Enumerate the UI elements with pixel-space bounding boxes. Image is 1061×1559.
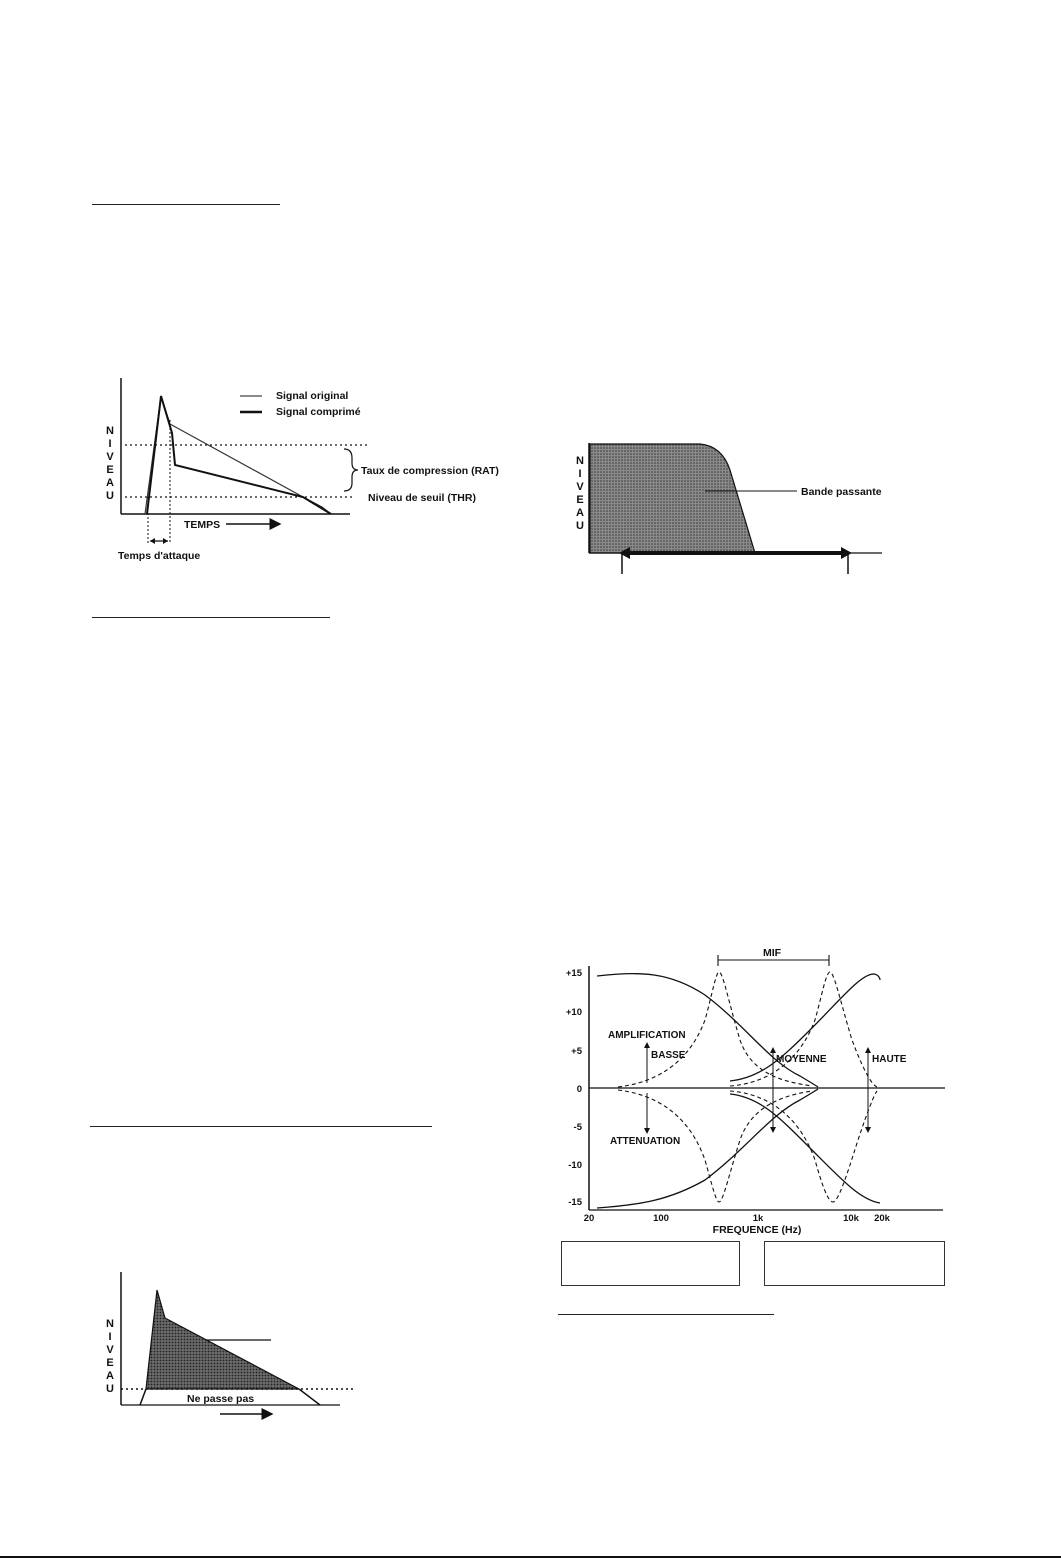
- y-tick-label: -5: [573, 1122, 582, 1133]
- y-letter: I: [108, 438, 112, 450]
- y-tick-label: +10: [565, 1007, 582, 1018]
- x-tick-label: 1k: [752, 1213, 764, 1224]
- y-letter: I: [108, 1331, 112, 1343]
- y-letter: E: [576, 494, 584, 506]
- compressor-figure: [106, 378, 499, 562]
- y-letter: I: [578, 468, 582, 480]
- eq-y-ticks: [566, 968, 583, 1208]
- time-label: TEMPS: [184, 519, 221, 531]
- x-tick-label: 10k: [843, 1213, 859, 1224]
- page-bottom-rule: [0, 1556, 1061, 1558]
- y-tick-label: 0: [576, 1084, 582, 1095]
- y-letter: E: [106, 464, 114, 476]
- y-letter: V: [576, 481, 584, 493]
- ratio-label: Taux de compression (RAT): [361, 465, 499, 477]
- y-letter: A: [576, 507, 584, 519]
- y-letter: N: [106, 1318, 114, 1330]
- y-tick-label: +5: [571, 1046, 582, 1057]
- y-letter: V: [106, 1344, 114, 1356]
- y-letter: V: [106, 451, 114, 463]
- attack-arrow-head-left: [150, 538, 155, 544]
- x-tick-label: 100: [653, 1213, 669, 1224]
- gate-signal-tail: [140, 1389, 146, 1405]
- y-letter: U: [106, 1383, 114, 1395]
- caption-box-right: [764, 1241, 945, 1286]
- lowpass-y-label: [576, 455, 584, 532]
- eq-x-axis-label: FREQUENCE (Hz): [712, 1224, 802, 1236]
- passband-area: [590, 444, 755, 553]
- y-letter: A: [106, 1370, 114, 1382]
- eq-x-ticks: [584, 1213, 891, 1224]
- gate-signal-end: [299, 1389, 320, 1405]
- threshold-label: Niveau de seuil (THR): [368, 492, 476, 504]
- mid-band-label: MOYENNE: [776, 1054, 827, 1065]
- band-label: Bande passante: [801, 486, 882, 498]
- y-tick-label: -15: [568, 1197, 582, 1208]
- y-letter: A: [106, 477, 114, 489]
- low-band-label: BASSE: [651, 1050, 686, 1061]
- compressor-y-label: [106, 425, 114, 502]
- attack-arrow-head-right: [163, 538, 168, 544]
- mid-peak-high-cut: [730, 1091, 877, 1202]
- y-letter: U: [576, 520, 584, 532]
- y-letter: U: [106, 490, 114, 502]
- x-tick-label: 20k: [874, 1213, 890, 1224]
- eq-figure: [566, 947, 945, 1236]
- legend-compressed-label: Signal comprimé: [276, 406, 361, 418]
- y-tick-label: +15: [565, 968, 582, 979]
- gate-y-label: [106, 1318, 114, 1395]
- y-letter: E: [106, 1357, 114, 1369]
- caption-box-left: [561, 1241, 740, 1286]
- frequency-range-head-right: [841, 547, 852, 559]
- mid-peak-high-boost: [730, 972, 877, 1087]
- y-tick-label: -10: [568, 1160, 582, 1171]
- cut-label: ATTENUATION: [610, 1136, 681, 1147]
- x-tick-label: 20: [583, 1213, 595, 1224]
- gate-figure: [106, 1272, 354, 1414]
- low-shelf-cut-curve: [597, 1089, 818, 1208]
- boost-label: AMPLIFICATION: [608, 1030, 686, 1041]
- legend-original-label: Signal original: [276, 390, 349, 402]
- ratio-brace: [344, 449, 358, 491]
- high-band-arrows: [865, 1047, 871, 1133]
- mif-label: MIF: [762, 947, 782, 959]
- attack-time-label: Temps d'attaque: [118, 550, 201, 562]
- no-pass-label: Ne passe pas: [187, 1393, 255, 1405]
- y-letter: N: [576, 455, 584, 467]
- y-letter: N: [106, 425, 114, 437]
- high-shelf-cut-curve: [730, 1094, 880, 1203]
- lowpass-figure: [576, 443, 882, 574]
- high-band-label: HAUTE: [872, 1054, 907, 1065]
